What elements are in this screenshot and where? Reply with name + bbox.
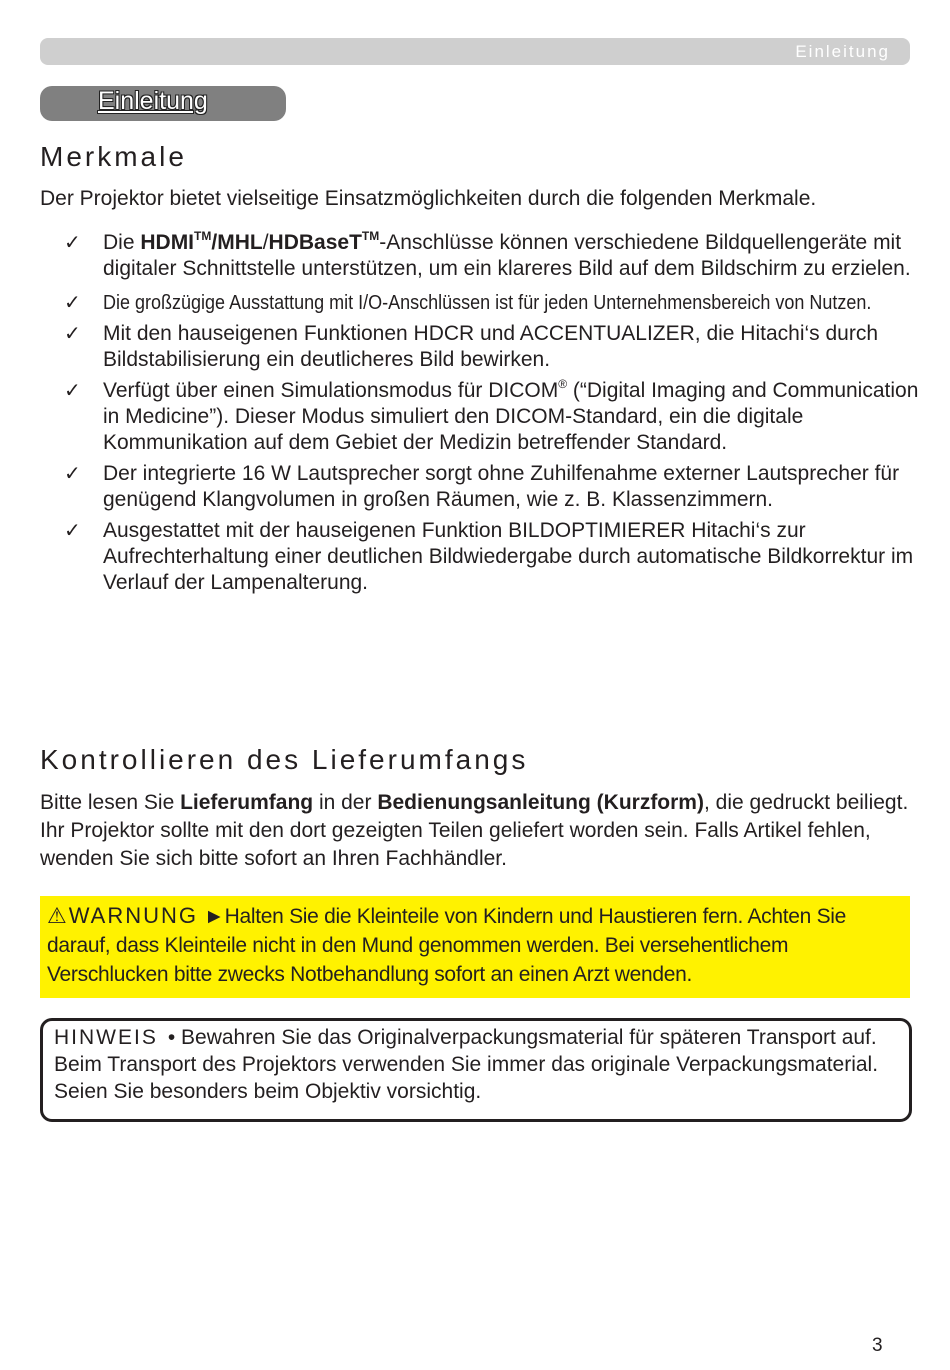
running-header-title: Einleitung: [795, 42, 890, 61]
list-item-text: Ausgestattet mit der hauseigenen Funktion BILDOPTIMIERER Hitachi‘s zur Aufrechterhaltung einer deutlichen Bildwiedergabe durch automatische Bildkorrektur im Verlauf der Lampenalterung.: [103, 519, 914, 594]
checkmark-icon: ✓: [64, 380, 81, 402]
warning-box: [40, 896, 910, 998]
list-item-text: Der integrierte 16 W Lautsprecher sorgt ohne Zuhilfenahme externer Lautsprecher für genügend Klangvolumen in großen Räumen, wie z. B. Klassenzimmern.: [103, 462, 900, 511]
list-item: [40, 461, 920, 513]
checkmark-icon: ✓: [64, 520, 81, 542]
page-number: 3: [872, 1335, 883, 1356]
note-box: [40, 1018, 912, 1122]
list-item: [40, 378, 920, 456]
delivery-heading: Kontrollieren des Lieferumfangs: [40, 744, 529, 775]
arrow-icon: ►: [203, 905, 225, 928]
features-heading: Merkmale: [40, 141, 187, 172]
checkmark-icon: ✓: [64, 232, 81, 254]
chapter-tab-label: Einleitung: [98, 87, 208, 115]
feature-list: [40, 230, 920, 596]
list-item: [40, 321, 920, 373]
checkmark-icon: ✓: [64, 292, 81, 314]
list-item-text: Mit den hauseigenen Funktionen HDCR und ACCENTUALIZER, die Hitachi‘s durch Bildstabilisierung ein deutlicheres Bild bewirken.: [103, 322, 879, 371]
list-item: [40, 290, 920, 316]
features-intro: Der Projektor bietet vielseitige Einsatzmöglichkeiten durch die folgenden Merkmale.: [40, 187, 817, 210]
note-text: HINWEIS • Bewahren Sie das Originalverpackungsmaterial für späteren Transport auf. Beim Transport des Projektors verwenden Sie immer das originale Verpackungsmaterial. Seien Sie besonders beim Objektiv vorsichtig.: [54, 1026, 879, 1103]
chapter-tab: [40, 86, 286, 121]
list-item-text: Die großzügige Ausstattung mit I/O-Anschlüssen ist für jeden Unternehmensbereich von Nutzen.: [103, 292, 872, 314]
note-label: HINWEIS: [54, 1026, 158, 1049]
list-item-text: Die HDMI™/MHL/HDBaseT™-Anschlüsse können verschiedene Bildquellengeräte mit digitaler Schnittstelle unterstützen, um ein klareres Bild auf dem Bildschirm zu erzielen.: [103, 229, 911, 280]
list-item: [40, 230, 920, 282]
running-header: [40, 38, 910, 65]
warning-text: ⚠WARNUNG ►Halten Sie die Kleinteile von Kindern und Haustieren fern. Achten Sie darauf, dass Kleinteile nicht in den Mund genommen werden. Bei versehentlichem Verschlucken bitte zwecks Notbehandlung sofort an einen Arzt wenden.: [47, 903, 847, 986]
delivery-paragraph: Bitte lesen Sie Lieferumfang in der Bedienungsanleitung (Kurzform), die gedruckt beiliegt. Ihr Projektor sollte mit den dort gezeigten Teilen geliefert worden sein. Falls Artikel fehlen, wenden Sie sich bitte sofort an Ihren Fachhändler.: [40, 791, 909, 870]
list-item: [40, 518, 920, 596]
checkmark-icon: ✓: [64, 463, 81, 485]
checkmark-icon: ✓: [64, 323, 81, 345]
warning-label: ⚠WARNUNG: [47, 903, 199, 928]
list-item-text: Verfügt über einen Simulationsmodus für DICOM® (“Digital Imaging and Communication in Medicine”). Dieser Modus simuliert den DICOM-Standard, ein die digitale Kommunikation auf dem Gebiet der Medizin betreffender Standard.: [103, 377, 919, 454]
